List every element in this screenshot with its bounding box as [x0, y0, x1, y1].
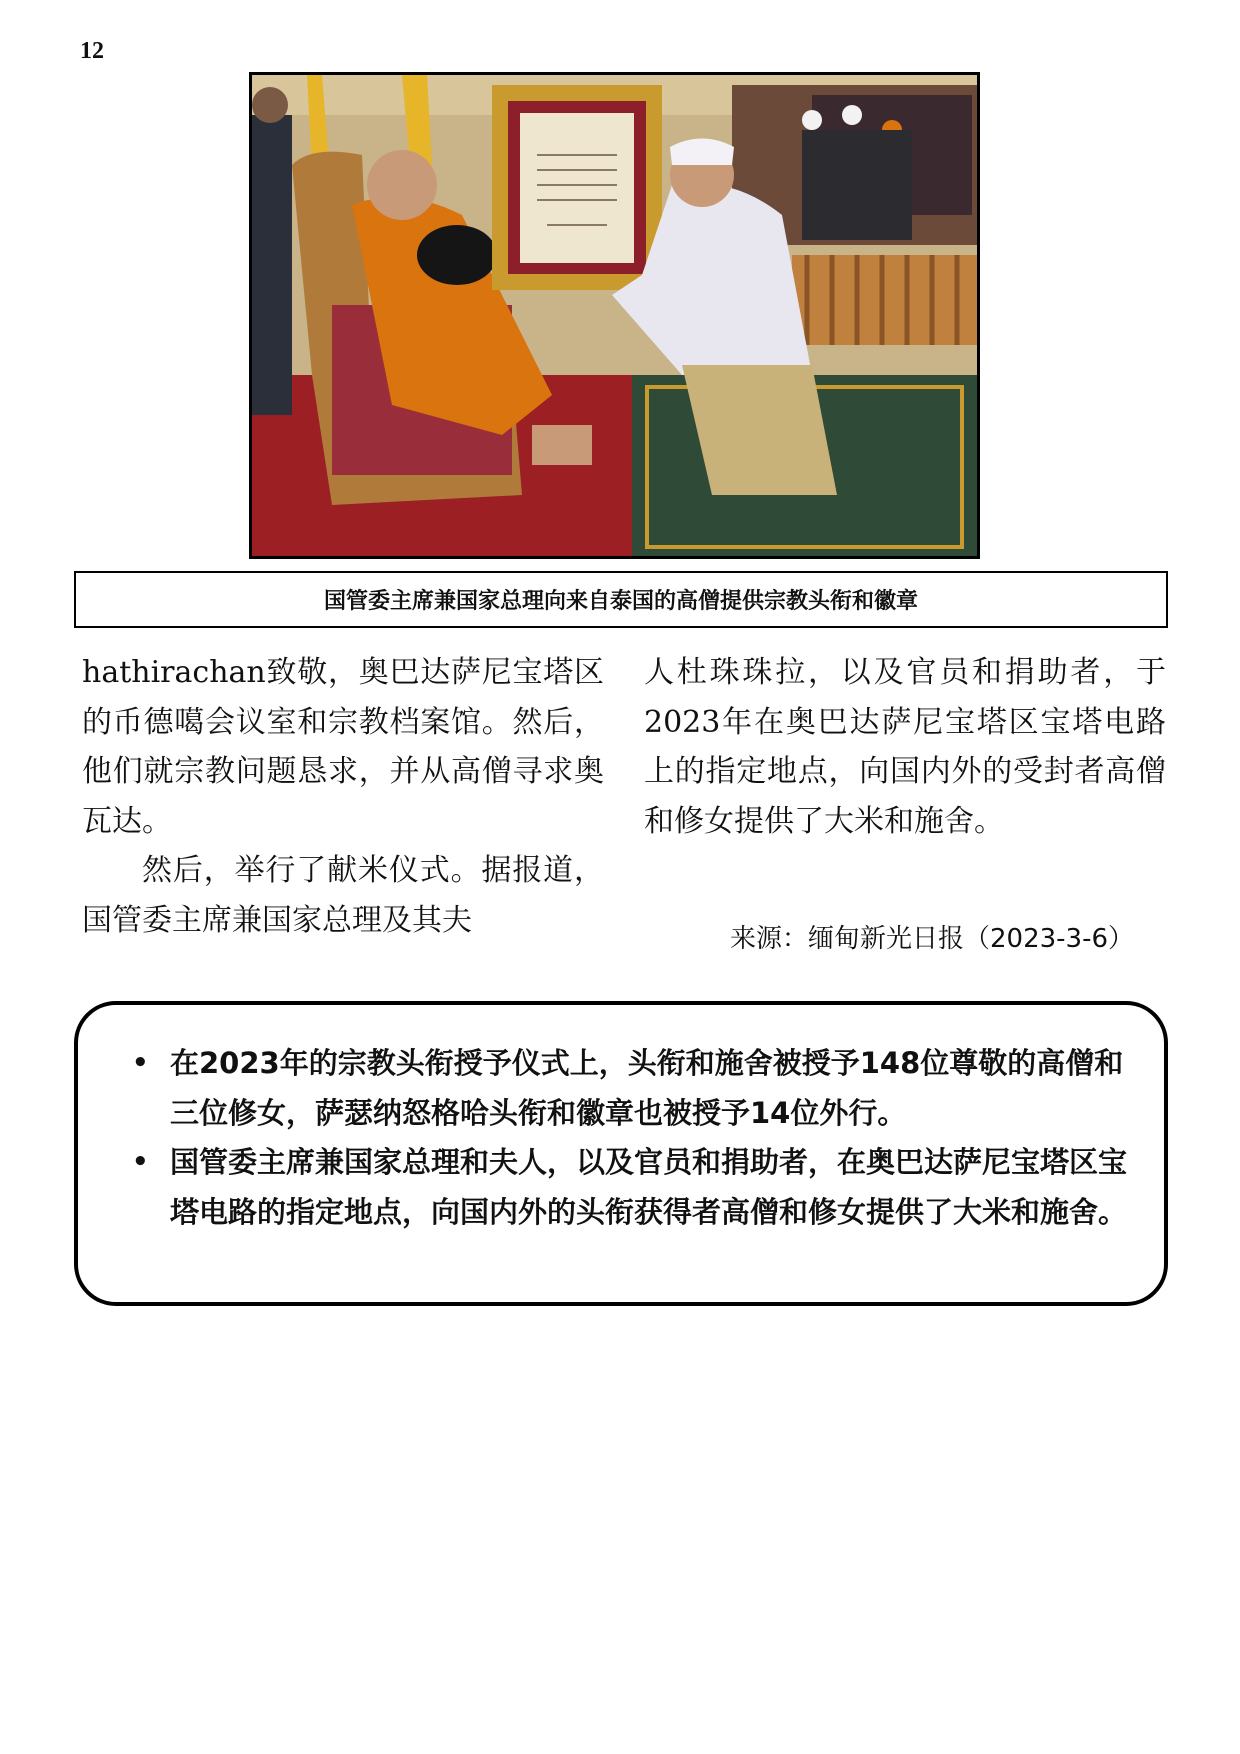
bullet-icon: • [132, 1048, 149, 1078]
summary-box [74, 1001, 1168, 1306]
photo-illustration [252, 75, 977, 556]
summary-item-text: 国管委主席兼国家总理和夫人，以及官员和捐助者，在奥巴达萨尼宝塔区宝塔电路的指定地点，向国内外的头衔获得者高僧和修女提供了大米和施舍。 [170, 1145, 1128, 1229]
article-paragraph: 然后，举行了献米仪式。据报道，国管委主席兼国家总理及其夫 [82, 853, 604, 938]
ceremony-photo [249, 72, 980, 559]
article-column-right [644, 648, 1166, 846]
summary-item-text: 在2023年的宗教头衔授予仪式上，头衔和施舍被授予148位尊敬的高僧和三位修女，萨瑟纳怒格哈头衔和徽章也被授予14位外行。 [170, 1046, 1124, 1130]
article-column-left [82, 648, 604, 945]
bullet-icon: • [132, 1147, 149, 1177]
article-paragraph: 人杜珠珠拉，以及官员和捐助者，于2023年在奥巴达萨尼宝塔区宝塔电路上的指定地点，向国内外的受封者高僧和修女提供了大米和施舍。 [644, 655, 1166, 839]
photo-caption: 国管委主席兼国家总理向来自泰国的高僧提供宗教头衔和徽章 [74, 571, 1168, 628]
summary-list [118, 1039, 1134, 1237]
source-credit: 来源：缅甸新光日报（2023-3-6） [730, 924, 1135, 954]
article-paragraph: hathirachan致敬，奥巴达萨尼宝塔区的币德噶会议室和宗教档案馆。然后，他们就宗教问题恳求，并从高僧寻求奥瓦达。 [82, 655, 604, 839]
summary-item [118, 1138, 1134, 1237]
summary-item [118, 1039, 1134, 1138]
page-number: 12 [80, 38, 104, 64]
